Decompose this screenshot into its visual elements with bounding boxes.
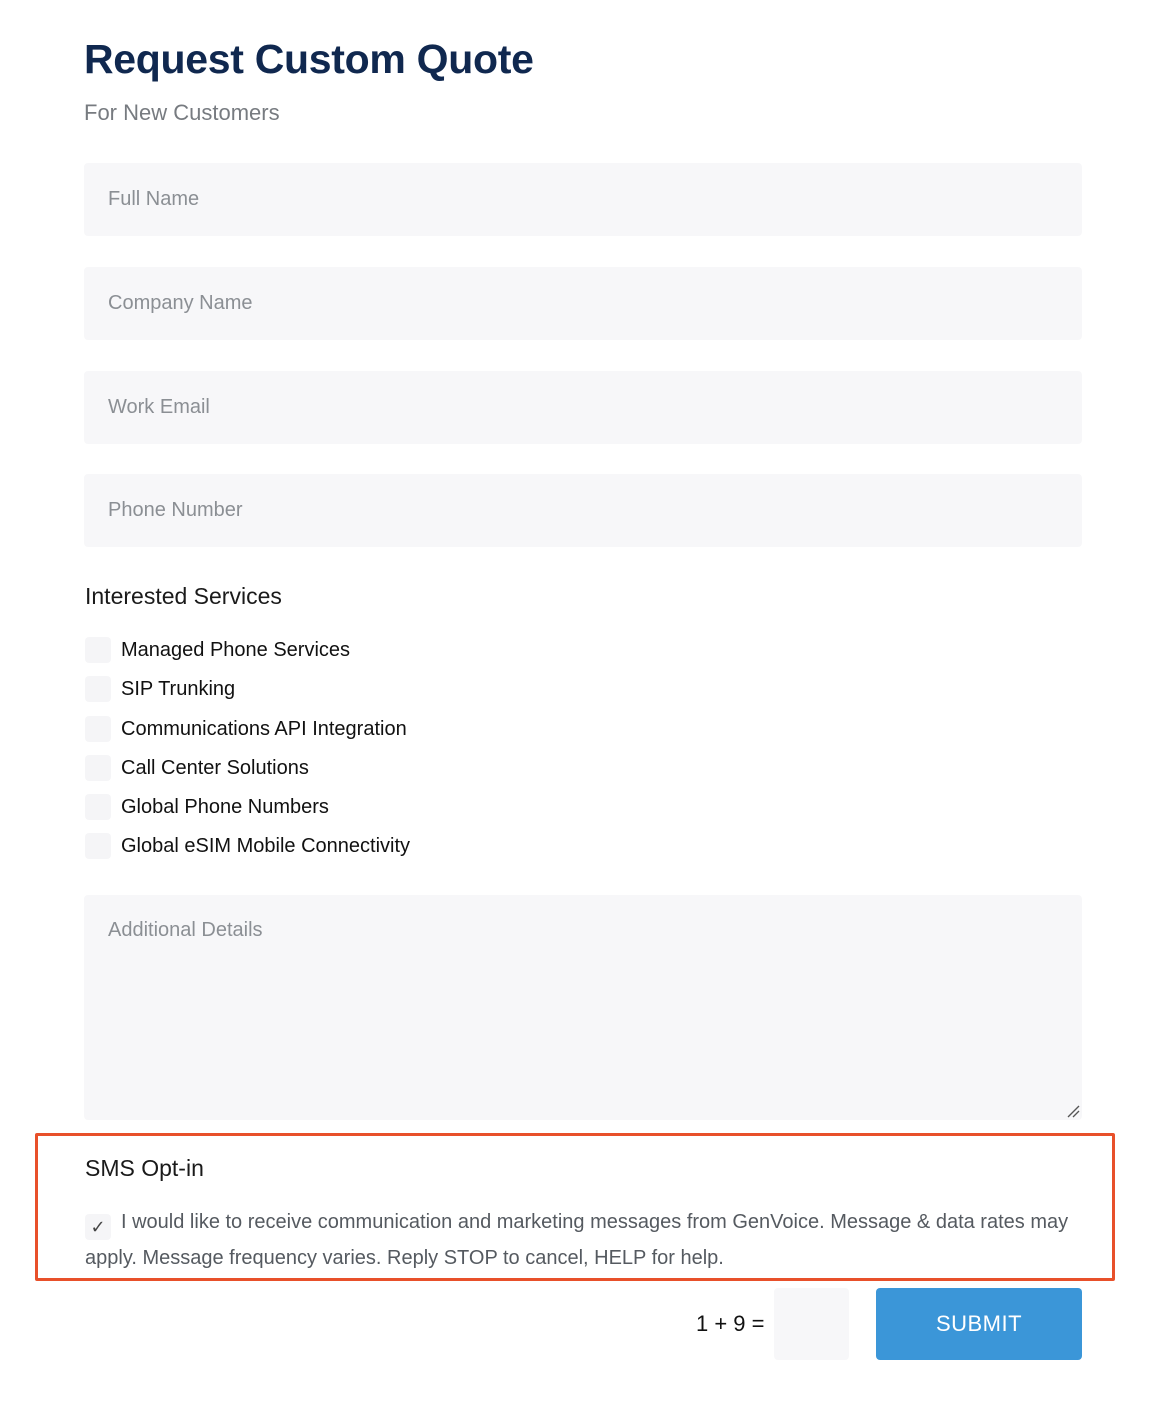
service-option-sip-trunking[interactable] (85, 674, 235, 704)
service-option-global-numbers[interactable] (85, 792, 329, 822)
service-option-global-esim[interactable] (85, 831, 410, 861)
service-option-call-center[interactable] (85, 753, 309, 783)
service-label: Call Center Solutions (121, 756, 309, 779)
sms-optin-label: SMS Opt-in (85, 1155, 204, 1181)
phone-number-input[interactable] (84, 474, 1082, 547)
service-option-managed-phone[interactable] (85, 635, 350, 665)
service-option-api-integration[interactable] (85, 714, 407, 744)
service-checkbox[interactable] (85, 755, 111, 781)
sms-optin-text: I would like to receive communication and marketing messages from GenVoice. Message & data rates may apply. Message frequency varies. Reply STOP to cancel, HELP for help. (85, 1211, 1069, 1269)
service-label: Global Phone Numbers (121, 795, 329, 818)
resize-grip-icon[interactable] (1066, 1104, 1080, 1118)
service-checkbox[interactable] (85, 676, 111, 702)
service-checkbox[interactable] (85, 716, 111, 742)
interested-services-label: Interested Services (85, 583, 282, 609)
service-label: Communications API Integration (121, 717, 407, 740)
submit-button[interactable]: SUBMIT (876, 1288, 1082, 1360)
page-title: Request Custom Quote (84, 36, 534, 82)
service-checkbox[interactable] (85, 794, 111, 820)
company-name-input[interactable] (84, 267, 1082, 340)
service-label: Global eSIM Mobile Connectivity (121, 834, 411, 857)
service-checkbox[interactable] (85, 833, 111, 859)
captcha-answer-input[interactable] (774, 1288, 849, 1360)
service-label: SIP Trunking (121, 677, 236, 700)
sms-optin-consent[interactable] (85, 1204, 1075, 1276)
captcha-question: 1 + 9 = (696, 1311, 765, 1336)
full-name-input[interactable] (84, 163, 1082, 236)
work-email-input[interactable] (84, 371, 1082, 444)
checkmark-icon: ✓ (90, 1217, 106, 1237)
page-subtitle: For New Customers (84, 100, 280, 125)
additional-details-textarea[interactable] (84, 895, 1082, 1120)
service-checkbox[interactable] (85, 637, 111, 663)
service-label: Managed Phone Services (121, 638, 351, 661)
sms-optin-checkbox[interactable] (85, 1214, 111, 1240)
